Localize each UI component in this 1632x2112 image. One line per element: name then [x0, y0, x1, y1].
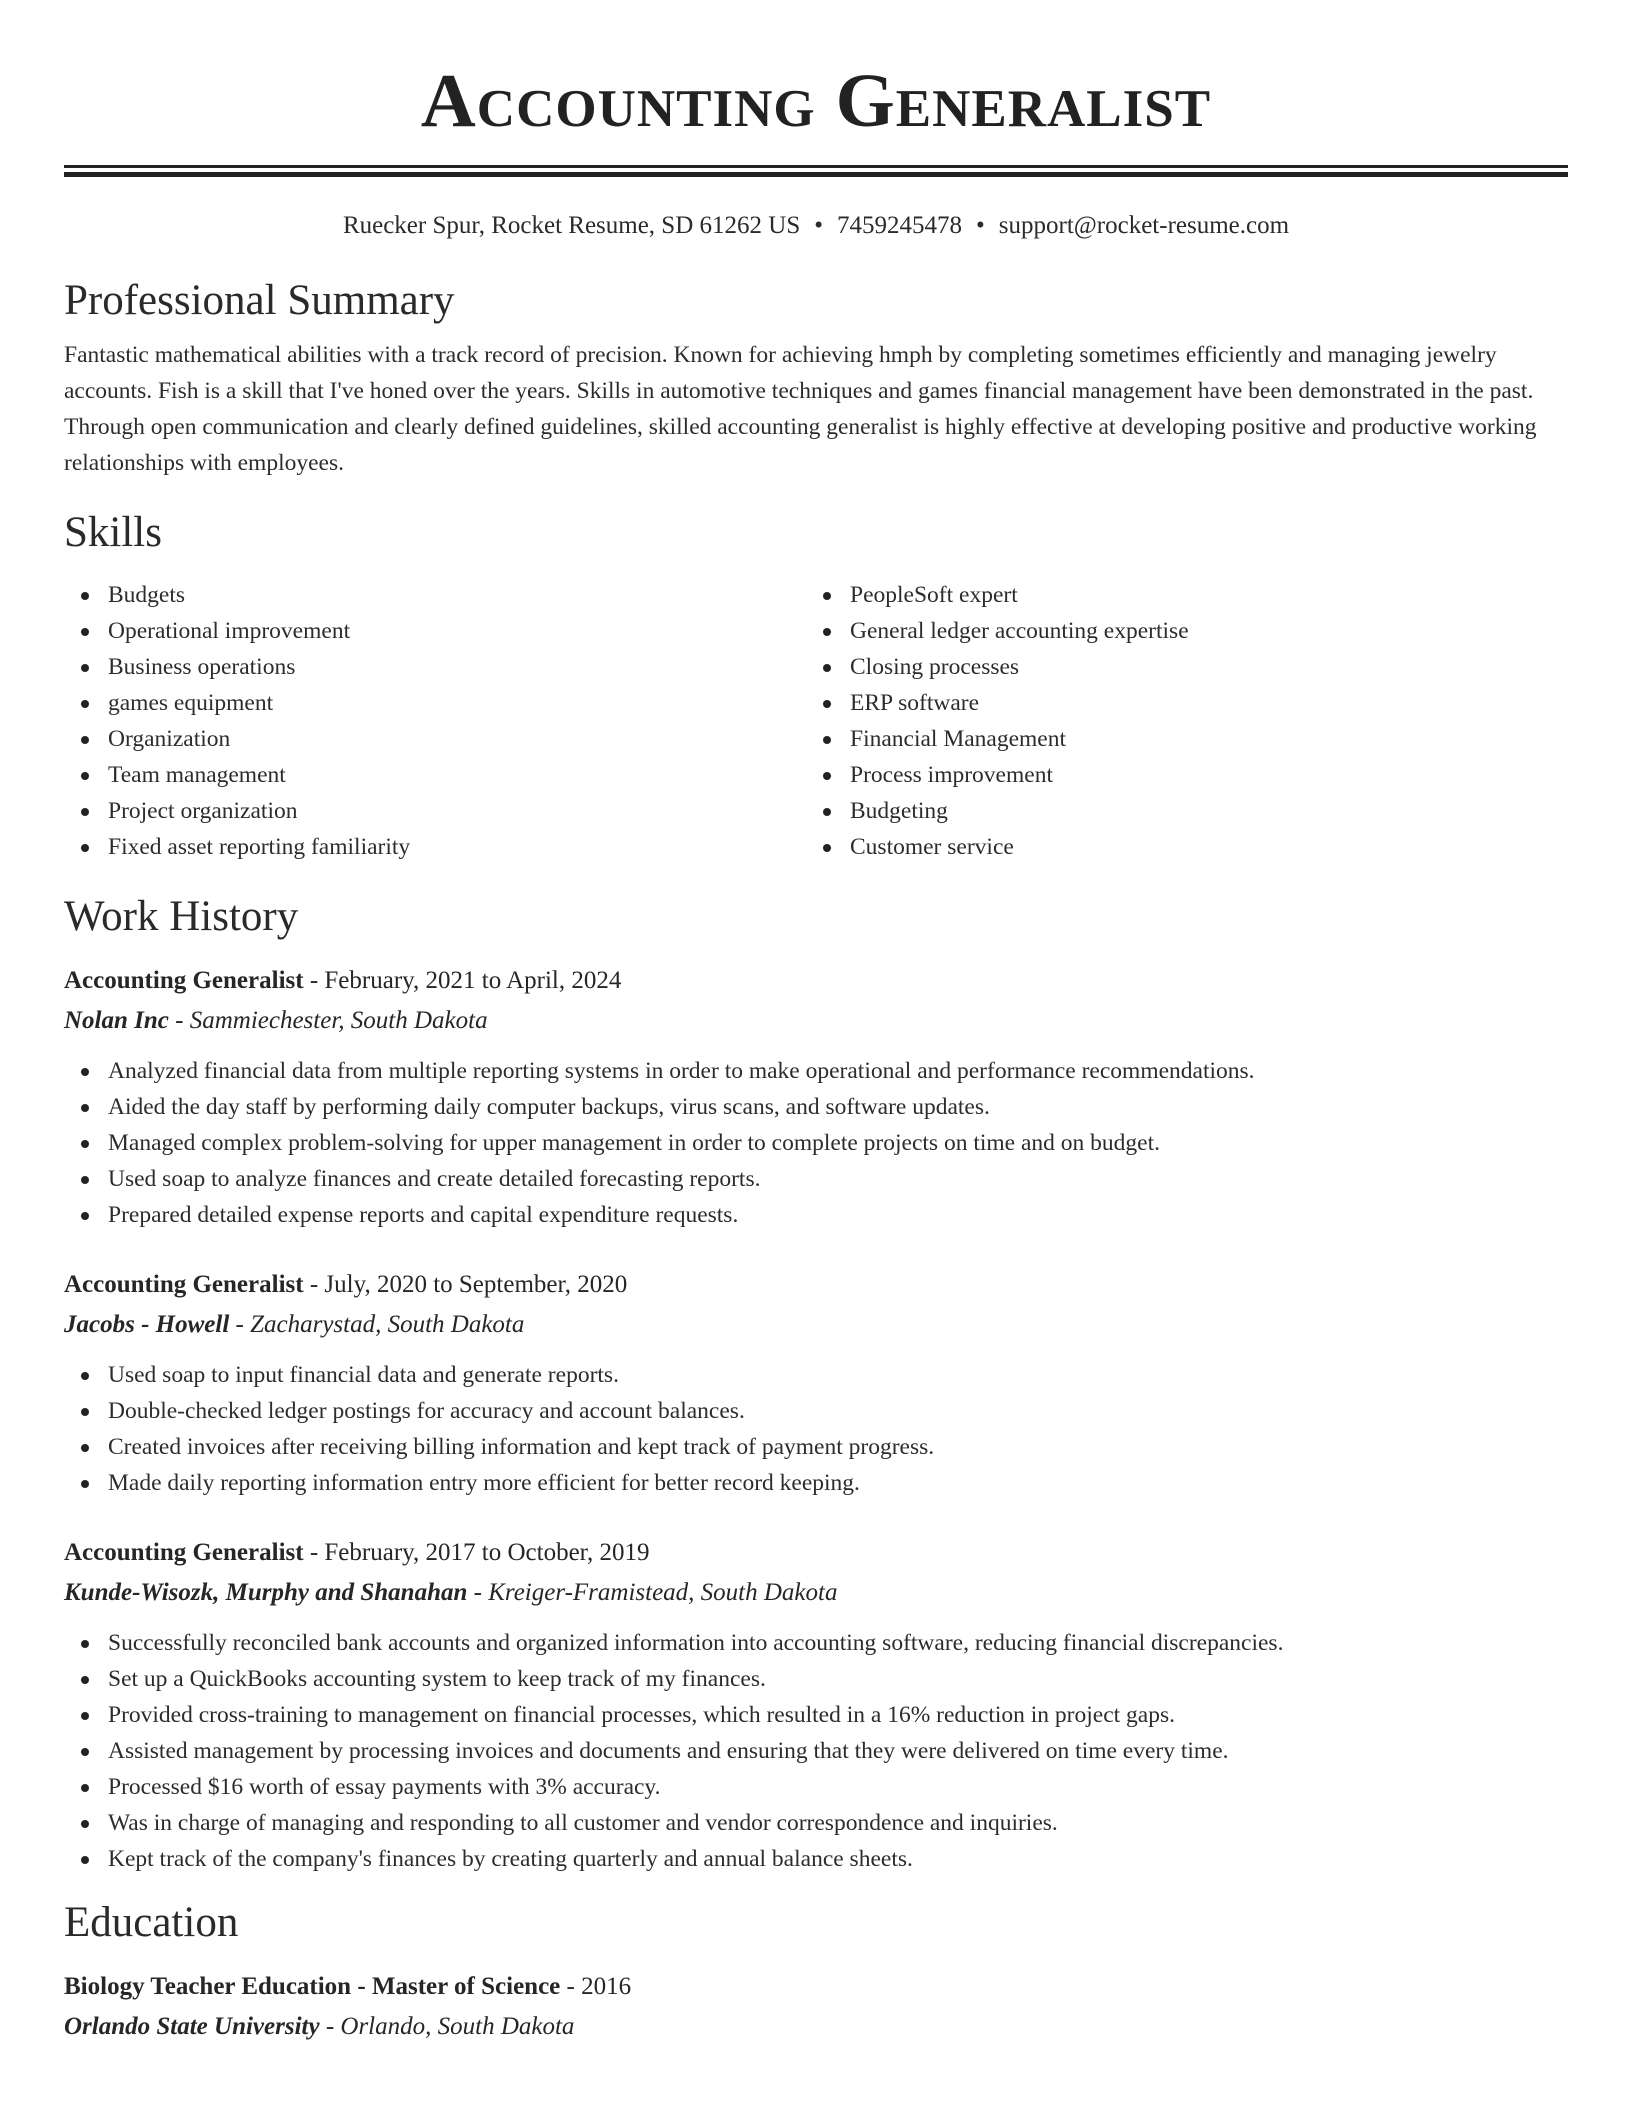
- duty-item: Used soap to analyze finances and create detailed forecasting reports.: [64, 1161, 1568, 1197]
- job-title: Accounting Generalist: [64, 1539, 304, 1566]
- job-duties: [64, 1053, 1568, 1233]
- skill-item: Organization: [64, 721, 806, 757]
- job-duties: [64, 1357, 1568, 1501]
- summary-text: Fantastic mathematical abilities with a track record of precision. Known for achieving hmph by completing sometimes efficiently and managing jewelry accounts. Fish is a skill that I've honed over the years. Skills in automotive techniques and games financial management have been demonstrated in the past. Through open communication and clearly defined guidelines, skilled accounting generalist is highly effective at developing positive and productive working relationships with employees.: [64, 342, 1537, 476]
- duty-item: Set up a QuickBooks accounting system to keep track of my finances.: [64, 1661, 1568, 1697]
- contact-phone: 7459245478: [837, 212, 962, 239]
- summary-heading: Professional Summary: [64, 277, 455, 324]
- skill-item: Fixed asset reporting familiarity: [64, 829, 806, 865]
- duty-item: Successfully reconciled bank accounts and organized information into accounting software, reducing financial discrepancies.: [64, 1625, 1568, 1661]
- title-divider-thick: [64, 172, 1568, 177]
- job-title: Accounting Generalist: [64, 1271, 304, 1298]
- job-title-line: [64, 1535, 1568, 1571]
- skills-column-right: [806, 577, 1548, 865]
- job-dates: - July, 2020 to September, 2020: [303, 1271, 628, 1298]
- duty-item: Prepared detailed expense reports and capital expenditure requests.: [64, 1197, 1568, 1233]
- skill-item: Budgets: [64, 577, 806, 613]
- skill-item: General ledger accounting expertise: [806, 613, 1548, 649]
- duty-item: Provided cross-training to management on financial processes, which resulted in a 16% reduction in project gaps.: [64, 1697, 1568, 1733]
- duty-item: Managed complex problem-solving for upper management in order to complete projects on time and on budget.: [64, 1125, 1568, 1161]
- job-title: Accounting Generalist: [64, 967, 304, 994]
- work-history-heading: Work History: [64, 893, 299, 940]
- job-company: Jacobs - Howell: [64, 1311, 230, 1338]
- job-company: Nolan Inc: [64, 1007, 169, 1034]
- job-dates: - February, 2021 to April, 2024: [303, 967, 622, 994]
- duty-item: Created invoices after receiving billing information and kept track of payment progress.: [64, 1429, 1568, 1465]
- skill-item: Process improvement: [806, 757, 1548, 793]
- education-heading: Education: [64, 1899, 239, 1946]
- contact-separator: •: [976, 212, 985, 239]
- degree-line: [64, 1969, 1568, 2005]
- resume-title: Accounting Generalist: [420, 59, 1212, 143]
- skills-list: [64, 577, 1568, 865]
- contact-line: [64, 211, 1568, 241]
- job-dates: - February, 2017 to October, 2019: [303, 1539, 650, 1566]
- skill-item: Project organization: [64, 793, 806, 829]
- school-name: Orlando State University: [64, 2013, 320, 2040]
- skills-column-left: [64, 577, 806, 865]
- job-title-line: [64, 1267, 1568, 1303]
- school-location: - Orlando, South Dakota: [319, 2013, 575, 2040]
- job-company-line: [64, 1575, 1568, 1611]
- job-location: - Kreiger-Framistead, South Dakota: [467, 1579, 838, 1606]
- duty-item: Was in charge of managing and responding to all customer and vendor correspondence and inquiries.: [64, 1805, 1568, 1841]
- contact-separator: •: [814, 212, 823, 239]
- skill-item: Closing processes: [806, 649, 1548, 685]
- skill-item: games equipment: [64, 685, 806, 721]
- job-entry: [64, 1267, 1568, 1501]
- duty-item: Processed $16 worth of essay payments with 3% accuracy.: [64, 1769, 1568, 1805]
- skill-item: Financial Management: [806, 721, 1548, 757]
- duty-item: Assisted management by processing invoices and documents and ensuring that they were delivered on time every time.: [64, 1733, 1568, 1769]
- skills-heading: Skills: [64, 509, 162, 556]
- job-title-line: [64, 963, 1568, 999]
- skill-item: Business operations: [64, 649, 806, 685]
- duty-item: Kept track of the company's finances by creating quarterly and annual balance sheets.: [64, 1841, 1568, 1877]
- duty-item: Used soap to input financial data and generate reports.: [64, 1357, 1568, 1393]
- job-duties: [64, 1625, 1568, 1877]
- education-entry: [64, 1969, 1568, 2045]
- title-divider-thin: [64, 165, 1568, 168]
- skill-item: ERP software: [806, 685, 1548, 721]
- job-location: - Zacharystad, South Dakota: [229, 1311, 525, 1338]
- skill-item: Budgeting: [806, 793, 1548, 829]
- skill-item: Team management: [64, 757, 806, 793]
- skill-item: PeopleSoft expert: [806, 577, 1548, 613]
- duty-item: Made daily reporting information entry more efficient for better record keeping.: [64, 1465, 1568, 1501]
- skill-item: Customer service: [806, 829, 1548, 865]
- job-location: - Sammiechester, South Dakota: [168, 1007, 488, 1034]
- graduation-year: - 2016: [560, 1973, 632, 2000]
- skill-item: Operational improvement: [64, 613, 806, 649]
- job-company: Kunde-Wisozk, Murphy and Shanahan: [64, 1579, 468, 1606]
- degree: Biology Teacher Education - Master of Science: [64, 1973, 561, 2000]
- job-company-line: [64, 1003, 1568, 1039]
- job-entry: [64, 1535, 1568, 1877]
- job-company-line: [64, 1307, 1568, 1343]
- duty-item: Double-checked ledger postings for accuracy and account balances.: [64, 1393, 1568, 1429]
- contact-address: Ruecker Spur, Rocket Resume, SD 61262 US: [342, 212, 801, 239]
- school-line: [64, 2009, 1568, 2045]
- duty-item: Analyzed financial data from multiple reporting systems in order to make operational and performance recommendations.: [64, 1053, 1568, 1089]
- job-entry: [64, 963, 1568, 1233]
- contact-email: support@rocket-resume.com: [998, 212, 1290, 239]
- duty-item: Aided the day staff by performing daily computer backups, virus scans, and software updates.: [64, 1089, 1568, 1125]
